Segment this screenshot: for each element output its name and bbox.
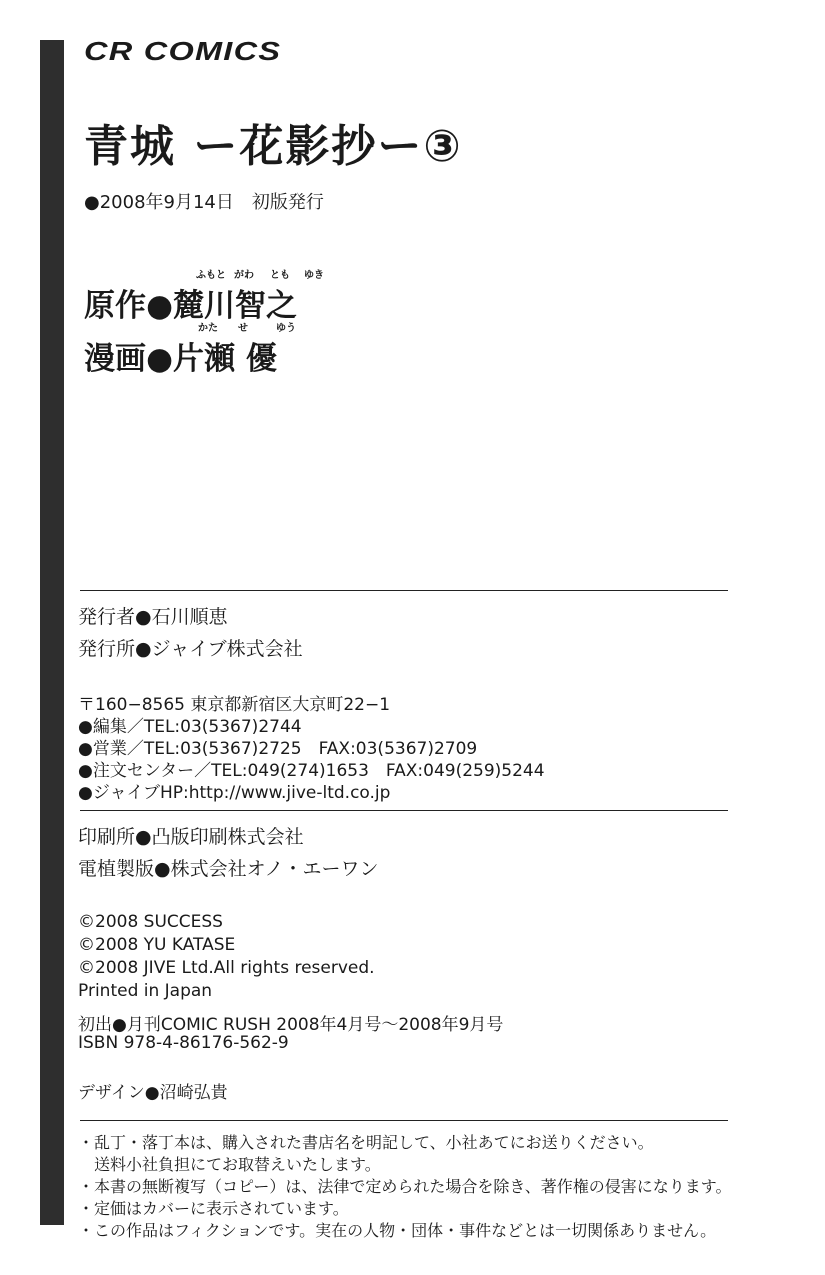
spine-bar [40, 40, 64, 1225]
ruby-fumoto: ふもと [196, 270, 226, 281]
publishing-company: 発行所●ジャイブ株式会社 [78, 638, 303, 660]
website: ●ジャイブHP:http://www.jive-ltd.co.jp [78, 783, 391, 803]
original-story-text: 原作●麓川智之 [84, 288, 298, 324]
manga-credit [84, 323, 296, 378]
divider-2 [80, 810, 728, 811]
divider-3 [80, 1120, 728, 1121]
imprint-label: CR COMICS [84, 36, 282, 66]
ruby-gawa: がわ [234, 270, 254, 281]
original-story-credit [84, 270, 324, 325]
ruby-tomo: とも [270, 270, 290, 281]
postal-address: 〒160−8565 東京都新宿区大京町22−1 [78, 695, 391, 715]
notice-price: ・定価はカバーに表示されています。 [78, 1199, 349, 1218]
sales-contact: ●営業／TEL:03(5367)2725 FAX:03(5367)2709 [78, 739, 478, 759]
copyright-katase: ©2008 YU KATASE [78, 935, 236, 955]
ruby-yuki: ゆき [304, 270, 324, 281]
ruby-se: せ [238, 323, 248, 334]
plate-maker: 電植製版●株式会社オノ・エーワン [78, 858, 379, 880]
copyright-success: ©2008 SUCCESS [78, 912, 223, 932]
publisher-name: 発行者●石川順恵 [78, 606, 228, 628]
ruby-kata: かた [198, 323, 218, 334]
printer: 印刷所●凸版印刷株式会社 [78, 826, 304, 848]
ruby-yuu: ゆう [276, 323, 296, 334]
order-center-contact: ●注文センター／TEL:049(274)1653 FAX:049(259)5244 [78, 761, 545, 781]
copyright-jive: ©2008 JIVE Ltd.All rights reserved. [78, 958, 375, 978]
manga-text: 漫画●片瀬 優 [84, 341, 277, 377]
notice-replacement: ・乱丁・落丁本は、購入された書店名を明記して、小社あてにお送りください。 [78, 1133, 654, 1152]
editorial-contact: ●編集／TEL:03(5367)2744 [78, 717, 302, 737]
edition-date: ●2008年9月14日 初版発行 [84, 192, 324, 213]
isbn: ISBN 978-4-86176-562-9 [78, 1033, 289, 1053]
first-appearance: 初出●月刊COMIC RUSH 2008年4月号〜2008年9月号 [78, 1015, 504, 1035]
notice-copying: ・本書の無断複写（コピー）は、法律で定められた場合を除き、著作権の侵害になります。 [78, 1177, 732, 1196]
notice-shipping: 送料小社負担にてお取替えいたします。 [78, 1155, 381, 1174]
divider-1 [80, 590, 728, 591]
printed-in: Printed in Japan [78, 981, 213, 1001]
notice-fiction: ・この作品はフィクションです。実在の人物・団体・事件などとは一切関係ありません。 [78, 1221, 717, 1240]
book-title: 青城 ー花影抄ー③ [84, 121, 463, 172]
design-credit: デザイン●沼崎弘貴 [78, 1083, 228, 1103]
